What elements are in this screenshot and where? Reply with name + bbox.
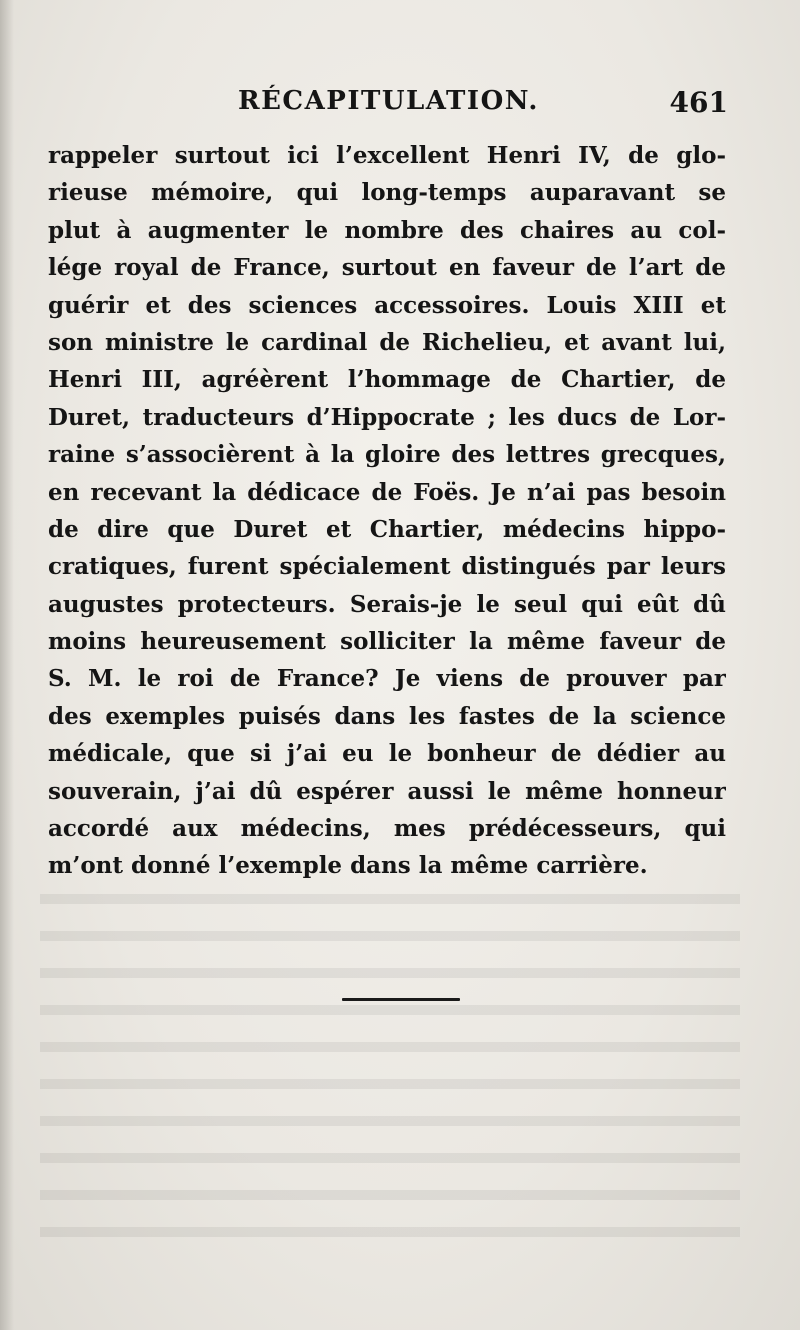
- text-line: lége royal de France, surtout en faveur de l’art de: [48, 254, 726, 282]
- text-line: Duret, traducteurs d’Hippocrate ; les ducs de Lor-: [48, 403, 726, 431]
- text-line: son ministre le cardinal de Richelieu, et avant lui,: [48, 328, 726, 356]
- text-line: m’ont donné l’exemple dans la même carrière.: [48, 852, 648, 880]
- text-line: Henri III, agréèrent l’hommage de Chartier, de: [48, 366, 726, 394]
- text-line: cratiques, furent spécialement distingués par leurs: [48, 553, 726, 581]
- text-line: rieuse mémoire, qui long-temps auparavant se: [48, 179, 726, 207]
- text-line: augustes protecteurs. Serais-je le seul qui eût dû: [48, 590, 726, 618]
- closing-rule: [342, 998, 460, 1001]
- text-line: souverain, j’ai dû espérer aussi le même honneur: [48, 777, 726, 805]
- text-line: guérir et des sciences accessoires. Louis XIII et: [48, 291, 726, 319]
- show-through-texture: [40, 880, 740, 1240]
- text-line: médicale, que si j’ai eu le bonheur de dédier au: [48, 740, 726, 768]
- text-line: en recevant la dédicace de Foës. Je n’ai pas besoin: [48, 478, 726, 506]
- text-line: raine s’associèrent à la gloire des lettres grecques,: [48, 441, 726, 469]
- text-line: plut à augmenter le nombre des chaires au col-: [48, 216, 726, 244]
- text-line: des exemples puisés dans les fastes de la science: [48, 702, 726, 730]
- page-number: 461: [669, 86, 728, 119]
- running-header: [48, 86, 728, 130]
- text-line: rappeler surtout ici l’excellent Henri IV, de glo-: [48, 142, 726, 169]
- text-line: accordé aux médecins, mes prédécesseurs, qui: [48, 815, 726, 843]
- text-line: de dire que Duret et Chartier, médecins hippo-: [48, 515, 726, 543]
- body-text: [48, 137, 726, 897]
- page-edge-shadow: [0, 0, 14, 1330]
- running-title: RÉCAPITULATION.: [238, 86, 539, 116]
- text-line: moins heureusement solliciter la même faveur de: [48, 628, 726, 656]
- text-line: S. M. le roi de France? Je viens de prouver par: [48, 665, 726, 693]
